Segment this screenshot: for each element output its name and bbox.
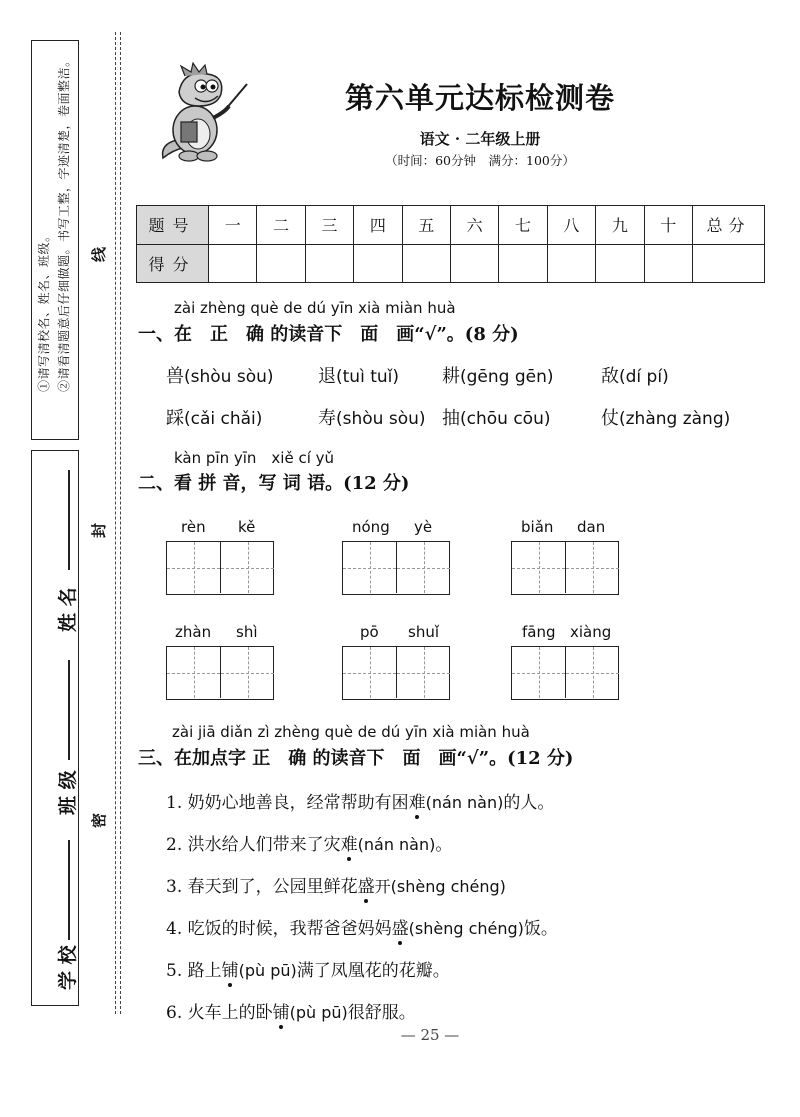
- score-table-col: 十: [644, 206, 692, 245]
- subject-line: 语文 · 二年级上册: [419, 130, 541, 148]
- q3-sentence[interactable]: 4. 吃饭的时候，我帮爸爸妈妈盛(shèng chéng)饭。: [166, 914, 558, 939]
- binding-dashed-line-2: [120, 32, 121, 1014]
- writing-grid[interactable]: [342, 541, 450, 595]
- score-cell[interactable]: [547, 244, 595, 283]
- score-cell[interactable]: [450, 244, 498, 283]
- name-fill-line[interactable]: [68, 470, 70, 570]
- writing-grid[interactable]: [511, 541, 619, 595]
- seal-feng: 封: [90, 522, 108, 538]
- q3-sentence[interactable]: 6. 火车上的卧铺(pù pū)很舒服。: [166, 998, 416, 1023]
- word-pinyin: xiàng: [570, 623, 612, 641]
- word-pinyin: pō: [360, 623, 379, 641]
- score-cell[interactable]: [305, 244, 353, 283]
- q3-sentence[interactable]: 1. 奶奶心地善良，经常帮助有困难(nán nàn)的人。: [166, 788, 554, 813]
- instruction-2: ②请看清题意后仔细做题。书写工整，字迹清楚，卷面整洁。: [57, 54, 71, 392]
- section3-pinyin: zài jiā diǎn zì zhèng què de dú yīn xià miàn huà: [172, 723, 530, 741]
- word-pinyin: dan: [577, 518, 606, 536]
- writing-grid[interactable]: [511, 646, 619, 700]
- score-table-row-header: 得分: [137, 244, 209, 283]
- binding-dashed-line: [115, 32, 116, 1014]
- word-pinyin: yè: [414, 518, 433, 536]
- score-cell[interactable]: [499, 244, 547, 283]
- writing-grid[interactable]: [166, 646, 274, 700]
- school-fill-line[interactable]: [68, 840, 70, 940]
- word-pinyin: kě: [238, 518, 256, 536]
- score-cell[interactable]: [257, 244, 305, 283]
- score-cell[interactable]: [596, 244, 644, 283]
- class-label: 班 级: [57, 770, 79, 815]
- school-label: 学 校: [57, 945, 79, 990]
- section2-pinyin: kàn pīn yīn xiě cí yǔ: [174, 449, 335, 467]
- score-table: [136, 205, 765, 283]
- q1-item[interactable]: 寿(shòu sòu): [318, 408, 426, 429]
- writing-grid[interactable]: [166, 541, 274, 595]
- student-info-box: [31, 450, 79, 1006]
- word-pinyin: zhàn: [175, 623, 212, 641]
- score-table-row-header: 题号: [137, 206, 209, 245]
- score-table-col: 八: [547, 206, 595, 245]
- section3-heading: 三、在加点字 正 确 的读音下 面 画“√”。(12 分): [138, 748, 574, 769]
- q3-sentence[interactable]: 3. 春天到了，公园里鲜花盛开(shèng chéng): [166, 872, 506, 897]
- word-pinyin: nóng: [352, 518, 390, 536]
- q1-item[interactable]: 仗(zhàng zàng): [601, 408, 731, 429]
- score-cell[interactable]: [644, 244, 692, 283]
- score-cell[interactable]: [209, 244, 257, 283]
- score-table-col: 五: [402, 206, 450, 245]
- score-table-col: 总分: [693, 206, 765, 245]
- score-table-col: 六: [450, 206, 498, 245]
- score-cell[interactable]: [402, 244, 450, 283]
- score-table-col: 四: [354, 206, 402, 245]
- writing-grid[interactable]: [342, 646, 450, 700]
- word-pinyin: rèn: [181, 518, 206, 536]
- page-title: 第六单元达标检测卷: [344, 81, 615, 115]
- word-pinyin: fāng: [522, 623, 556, 641]
- score-cell[interactable]: [354, 244, 402, 283]
- exam-info: （时间：60分钟 满分：100分）: [385, 153, 575, 168]
- score-table-col: 一: [209, 206, 257, 245]
- score-table-score-row: [137, 244, 765, 283]
- score-table-col: 七: [499, 206, 547, 245]
- q3-sentence[interactable]: 2. 洪水给人们带来了灾难(nán nàn)。: [166, 830, 452, 855]
- q1-item[interactable]: 兽(shòu sòu): [166, 366, 274, 387]
- seal-mi: 密: [90, 812, 108, 828]
- q1-item[interactable]: 敌(dí pí): [601, 366, 669, 387]
- instruction-1: ①请写清校名、姓名、班级。: [37, 229, 51, 392]
- section1-pinyin: zài zhèng què de dú yīn xià miàn huà: [174, 299, 456, 317]
- q1-item[interactable]: 踩(cǎi chǎi): [166, 408, 263, 429]
- q1-item[interactable]: 耕(gēng gēn): [442, 366, 554, 387]
- section1-heading: 一、在 正 确 的读音下 面 画“√”。(8 分): [138, 324, 519, 345]
- score-table-col: 三: [305, 206, 353, 245]
- word-pinyin: biǎn: [521, 518, 554, 536]
- dinosaur-teacher-icon: [155, 62, 250, 164]
- q3-sentence[interactable]: 5. 路上铺(pù pū)满了凤凰花的花瓣。: [166, 956, 450, 981]
- class-fill-line[interactable]: [68, 660, 70, 760]
- score-cell[interactable]: [693, 244, 765, 283]
- page-number: — 25 —: [400, 1026, 460, 1044]
- word-pinyin: shuǐ: [408, 623, 439, 641]
- q1-item[interactable]: 抽(chōu cōu): [442, 408, 551, 429]
- score-table-col: 二: [257, 206, 305, 245]
- score-table-col: 九: [596, 206, 644, 245]
- seal-xian: 线: [90, 246, 108, 262]
- name-label: 姓 名: [57, 587, 79, 632]
- q1-item[interactable]: 退(tuì tuǐ): [318, 366, 399, 387]
- section2-heading: 二、看 拼 音，写 词 语。(12 分): [138, 473, 410, 494]
- score-table-header-row: [137, 206, 765, 245]
- word-pinyin: shì: [236, 623, 258, 641]
